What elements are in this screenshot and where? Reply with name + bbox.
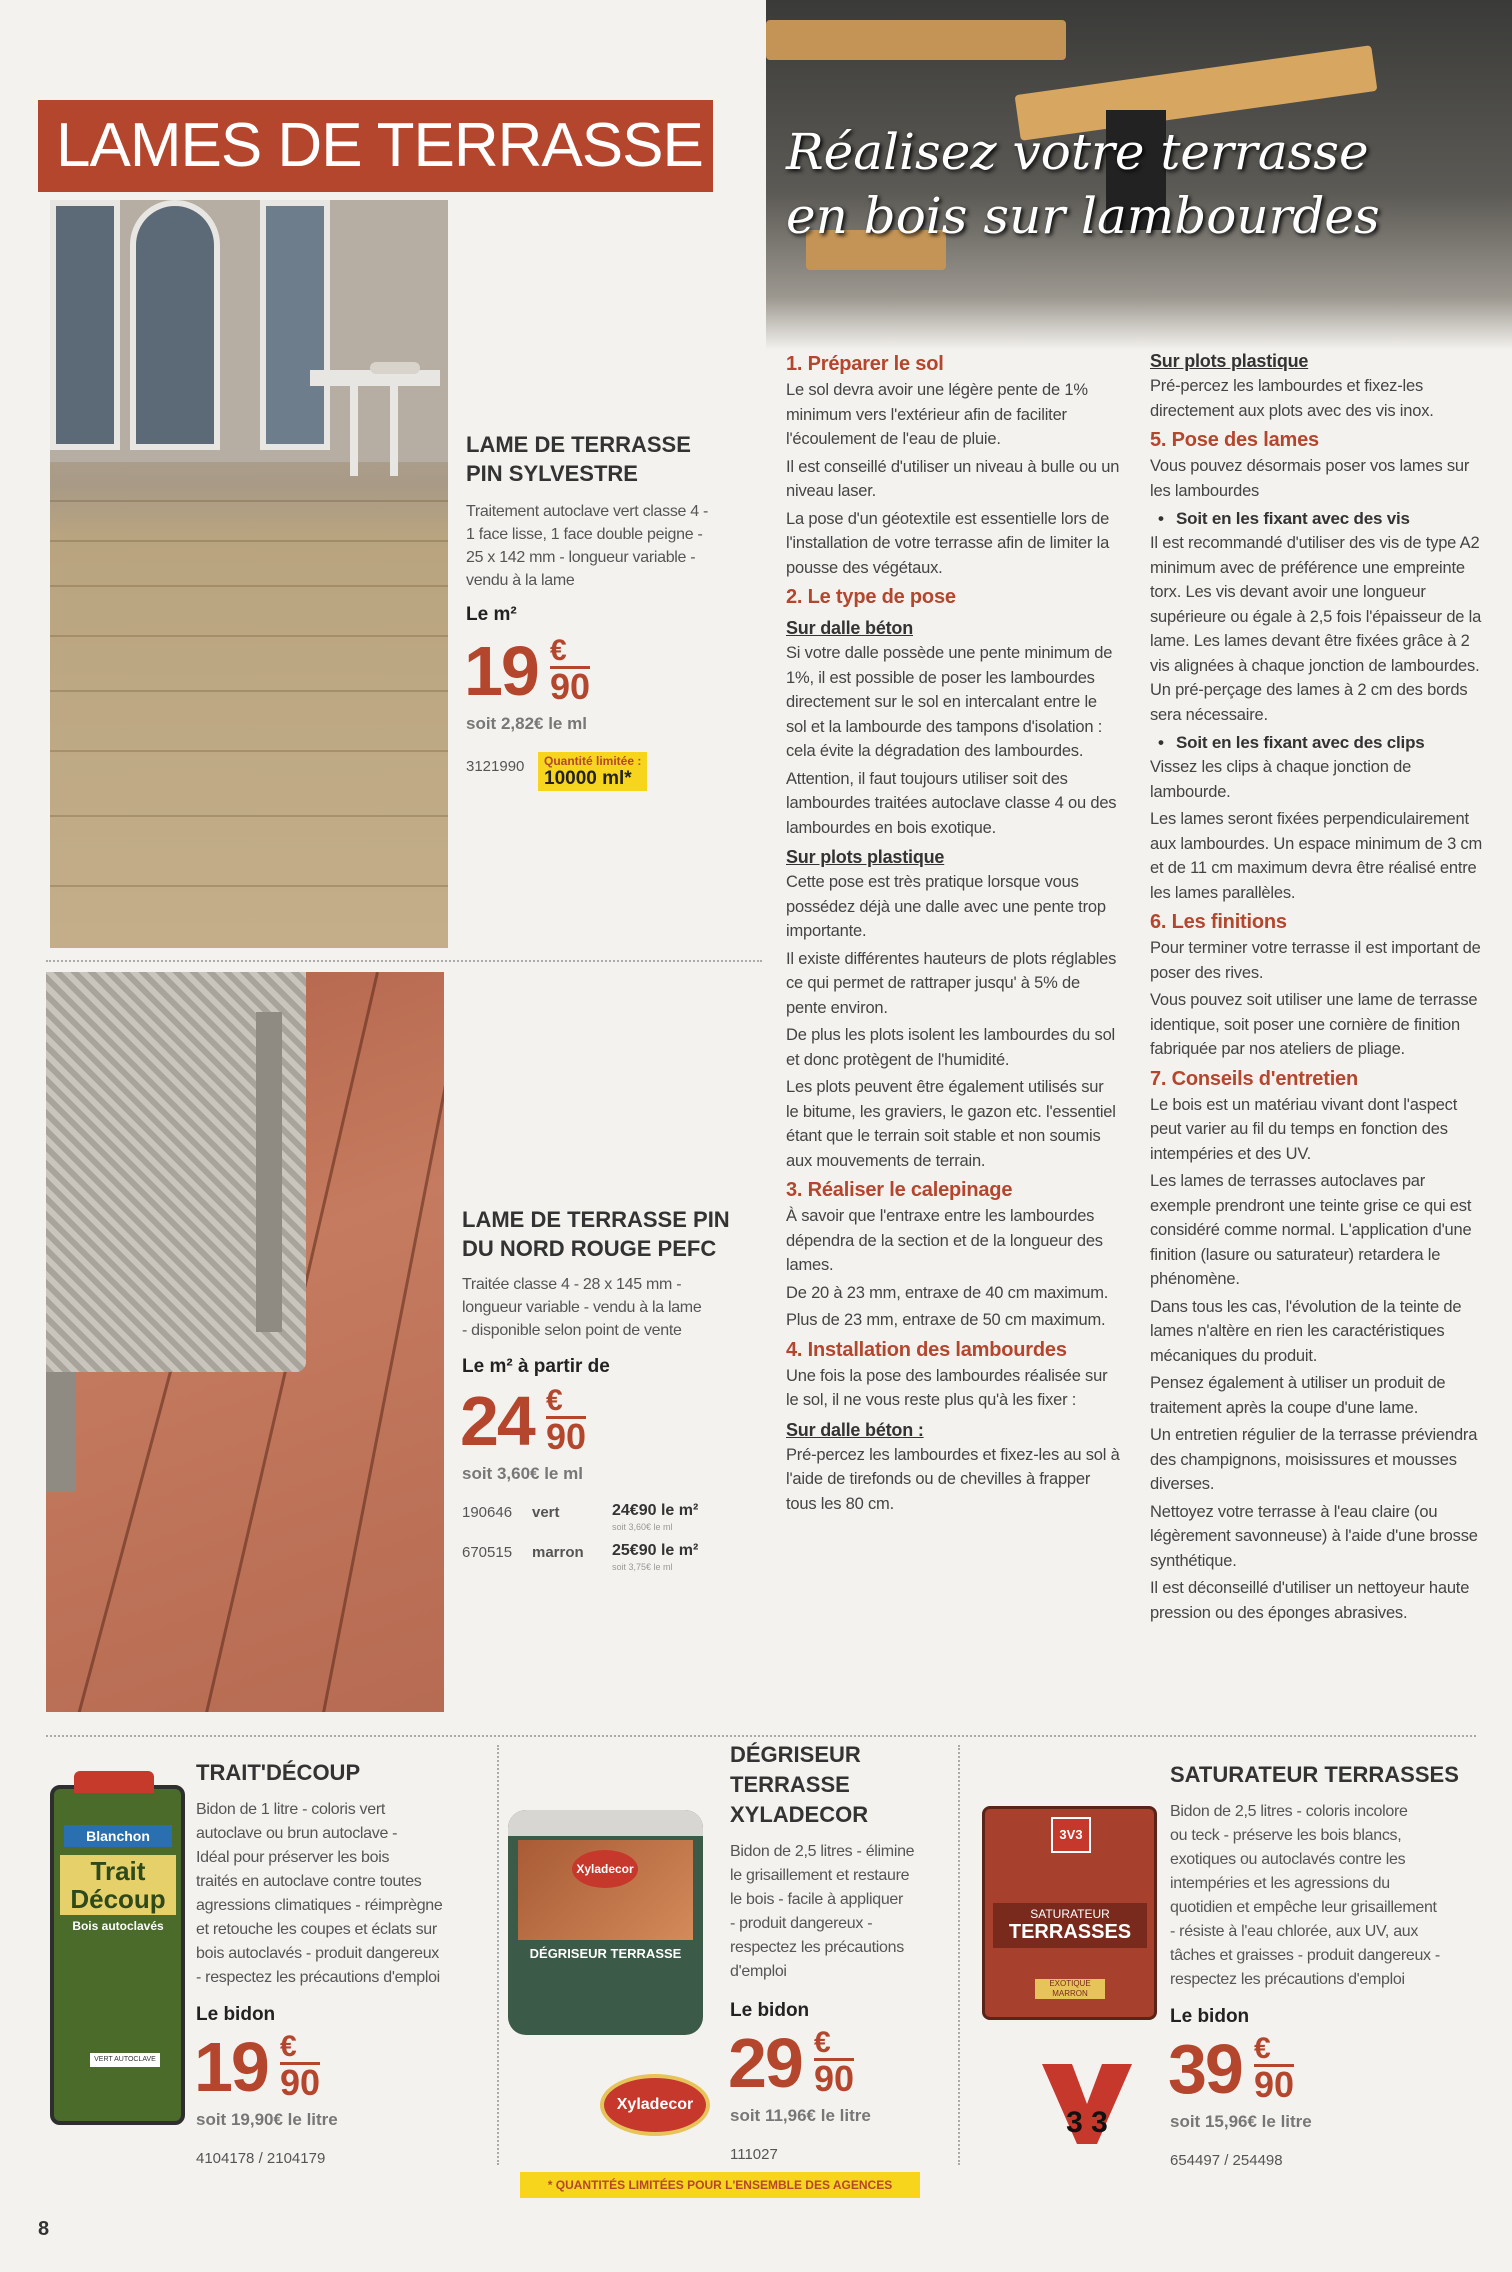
unit-price: soit 3,60€ le ml — [462, 1464, 583, 1483]
degriseur-can-image: Xyladecor DÉGRISEUR TERRASSE — [508, 1810, 703, 2035]
unit-price: soit 11,96€ le litre — [730, 2106, 871, 2125]
variant-list — [462, 1502, 752, 1582]
steps-column-1: 1. Préparer le sol Le sol devra avoir une légère pente de 1% minimum vers l'extérieur afin de faciliter l'écoulement de l'eau de pluie. Il est conseillé d'utiliser un niveau à bulle ou un niveau laser. La pose d'un géotextile est essentielle lors de l'installation de votre terrasse afin de limiter la pousse des végétaux. 2. Le type de pose Sur dalle béton Si votre dalle possède une pente minimum de 1%, il est possible de poser les lambourdes directement sur le sol en intercalant entre le sol et la lambourde des tampons d'isolation : cela évite la dégradation des lambourdes. Attention, il faut toujours utiliser soit des lambourdes traitées autoclave classe 4 ou des lambourdes en bois exotique. Sur plots plastique Cette pose est très pratique lorsque vous possédez déjà une dalle avec une pente trop importante. Il existe différentes hauteurs de plots réglables ce qui permet de rattraper jusqu' à 5% de pente environ. De plus les plots isolent les lambourdes du sol et donc protègent de l'humidité. Les plots peuvent être également utilisés sur le bitume, les graviers, le gazon etc. l'essentiel étant que le terrain soit stable et non soumis aux mouvements de terrain. 3. Réaliser le calepinage À savoir que l'entraxe entre les lambourdes dépendra de la section et de la longueur des lames. De 20 à 23 mm, entraxe de 40 cm maximum. Plus de 23 mm, entraxe de 50 cm maximum. 4. Installation des lambourdes Une fois la pose des lambourdes réalisée sur le sol, il ne vous reste plus qu'à les fixer : Sur dalle béton : Pré-percez les lambourdes et fixez-les au sol à l'aide de tirefonds ou de chevilles à frapper tous les 80 cm. — [786, 353, 1120, 1513]
product-title-trait-decoup: TRAIT'DÉCOUP — [196, 1760, 361, 1785]
limited-quantity-badge: Quantité limitée : 10000 ml* — [538, 752, 647, 791]
product-desc-saturateur: Bidon de 2,5 litres - coloris incolore ou teck - préserve les bois blancs, exotiques ou autoclavés contre les intempéries et les agressions du quotidien et empêche leur grisaillement - résiste à l'eau chlorée, aux UV, aux tâches et graisses - produit dangereux - respectez les précautions d'emploi — [1170, 1803, 1440, 1988]
product-desc-trait-decoup: Bidon de 1 litre - coloris vert autoclave ou brun autoclave - Idéal pour préserver les bois traités en autoclave contre toutes agressions climatiques - réimprègne et retouche les coupes et éclats sur bois autoclavés - produit dangereux - respectez les précautions d'emploi — [196, 1801, 443, 1986]
product-ref: 111027 — [730, 2146, 778, 2163]
unit-price: soit 19,90€ le litre — [196, 2110, 338, 2129]
xyladecor-logo: Xyladecor — [600, 2074, 710, 2136]
price-degriseur: 29 € 90 — [728, 2024, 855, 2102]
product-title-pin-sylvestre: LAME DE TERRASSE PIN SYLVESTRE — [466, 432, 691, 486]
product-ref: 654497 / 254498 — [1170, 2152, 1283, 2169]
variant-row: 670515 marron 25€90 le m² soit 3,75€ le ml — [462, 1542, 699, 1572]
page-number: 8 — [38, 2218, 50, 2240]
product-desc-degriseur: Bidon de 2,5 litres - élimine le grisaillement et restaure le bois - facile à appliquer - produit dangereux - respectez les précautions d'emploi — [730, 1843, 915, 1980]
product-desc-pin-du-nord: Traitée classe 4 - 28 x 145 mm - longueur variable - vendu à la lame - disponible selon point de vente — [462, 1276, 702, 1339]
product-ref: 3121990 — [466, 758, 525, 775]
steps-column-2: Sur plots plastique Pré-percez les lambourdes et fixez-les directement aux plots avec des vis inox. 5. Pose des lames Vous pouvez désormais poser vos lames sur les lambourdes • Soit en les fixant avec des vis Il est recommandé d'utiliser des vis de type A2 minimum avec de préférence une empreinte torx. Les vis devant avoir une longueur supérieure ou égale à 2,5 fois l'épaisseur de la lame. Les lames devant être fixées grâce à 2 vis alignées à chaque jonction de lambourdes. Un pré-perçage des lames à 2 cm des bords sera nécessaire. • Soit en les fixant avec des clips Vissez les clips à chaque jonction de lambourde. Les lames seront fixées perpendiculairement aux lambourdes. Un espace minimum de 3 cm et de 11 cm maximum devra être réalisé entre les lames parallèles. 6. Les finitions Pour terminer votre terrasse il est important de poser des rives. Vous pouvez soit utiliser une lame de terrasse identique, soit poser une cornière de finition fabriquée par nos ateliers de pliage. 7. Conseils d'entretien Le bois est un matériau vivant dont l'aspect peut varier au fil du temps en fonction des intempéries et des UV. Les lames de terrasses autoclaves par exemple prendront une teinte grise ce qui est considéré comme normal. L'application d'une finition (lasure ou saturateur) retardera le phénomène. Dans tous les cas, l'évolution de la teinte de lames n'altère en rien les caractéristiques mécaniques du produit. Pensez également à utiliser un produit de traitement après la coupe d'une lame. Un entretien régulier de la terrasse préviendra des champignons, moisissures et mousses diverses. Nettoyez votre terrasse à l'eau claire (ou légèrement savonneuse) à l'aide d'une brosse synthétique. Il est déconseillé d'utiliser un nettoyeur haute pression ou des éponges abrasives. — [1150, 348, 1486, 1628]
price-label: Le bidon — [196, 2004, 276, 2025]
terrace-photo-pin-du-nord — [46, 972, 444, 1712]
price-label: Le bidon — [1170, 2006, 1250, 2027]
price-label: Le bidon — [730, 2000, 810, 2021]
product-title-pin-du-nord: LAME DE TERRASSE PIN DU NORD ROUGE PEFC — [462, 1207, 730, 1261]
divider — [46, 1735, 1476, 1737]
terrace-photo-pin-sylvestre — [50, 200, 448, 948]
saturateur-can-image: 3V3 SATURATEUR TERRASSES EXOTIQUE MARRON — [982, 1806, 1157, 2020]
price-label: Le m² — [466, 604, 517, 625]
product-ref: 4104178 / 2104179 — [196, 2150, 326, 2167]
headline: Réalisez votre terrasse en bois sur lambourdes — [786, 123, 1380, 245]
product-title-saturateur: SATURATEUR TERRASSES — [1170, 1762, 1459, 1787]
product-desc-pin-sylvestre: Traitement autoclave vert classe 4 - 1 face lisse, 1 face double peigne - 25 x 142 mm - longueur variable - vendu à la lame — [466, 503, 709, 589]
price-label: Le m² à partir de — [462, 1356, 610, 1377]
price-pin-du-nord: 24 € 90 — [460, 1382, 587, 1460]
trait-decoup-can-image: Blanchon Trait Découp Bois autoclavés VERT AUTOCLAVE — [50, 1785, 185, 2125]
price-saturateur: 39 € 90 — [1168, 2030, 1295, 2108]
limited-quantities-note: * QUANTITÉS LIMITÉES POUR L'ENSEMBLE DES AGENCES — [520, 2172, 920, 2198]
divider — [958, 1745, 960, 2165]
divider — [46, 960, 762, 962]
unit-price: soit 2,82€ le ml — [466, 714, 587, 733]
variant-row: 190646 vert 24€90 le m² soit 3,60€ le ml — [462, 1502, 699, 1532]
3v3-logo — [1042, 2064, 1132, 2144]
page-title: LAMES DE TERRASSE — [38, 100, 713, 192]
price-pin-sylvestre: 19 € 90 — [464, 632, 591, 710]
svg-text:3 3: 3 3 — [1066, 2106, 1108, 2139]
price-trait-decoup: 19 € 90 — [194, 2028, 321, 2106]
product-title-degriseur: DÉGRISEUR TERRASSE XYLADECOR — [730, 1742, 869, 1827]
divider — [497, 1745, 499, 2165]
unit-price: soit 15,96€ le litre — [1170, 2112, 1312, 2131]
